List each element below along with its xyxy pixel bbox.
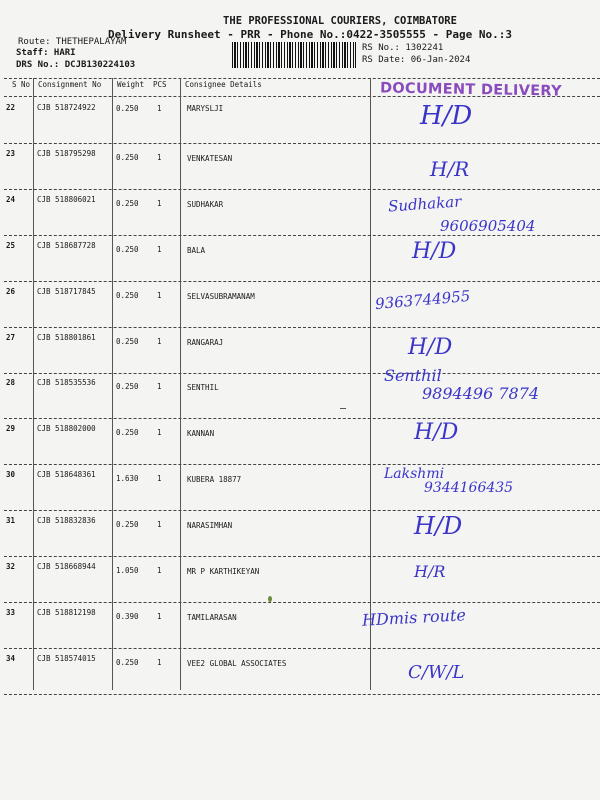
runsheet-subtitle: Delivery Runsheet - PRR - Phone No.:0422-3505555 - Page No.:3	[108, 28, 512, 41]
signature-phone: 9606905404	[440, 216, 536, 235]
consignee-name: NARASIMHAN	[187, 521, 233, 531]
consignment-number: CJB 518801861	[37, 332, 96, 342]
handwritten-signature: 9363744955	[374, 286, 472, 313]
consignment-number: CJB 518717845	[37, 286, 96, 296]
consignment-number: CJB 518812198	[37, 607, 96, 617]
consignment-number: CJB 518535536	[37, 378, 96, 388]
pcs-value: 1	[157, 474, 162, 484]
consignee-name: BALA	[187, 245, 206, 255]
row-divider	[4, 281, 600, 282]
consignment-number: CJB 518724922	[37, 103, 96, 112]
row-divider	[4, 418, 600, 419]
column-divider	[370, 78, 371, 690]
consignee-name: MR P KARTHIKEYAN	[187, 567, 260, 576]
serial-number: 26	[6, 286, 16, 296]
consignment-number: CJB 518687728	[37, 240, 96, 250]
rs-number: RS No.: 1302241	[362, 43, 444, 53]
consignee-name: MARYSLJI	[187, 104, 224, 113]
stray-mark	[340, 408, 346, 409]
handwritten-signature: H/D	[412, 238, 457, 264]
serial-number: 22	[6, 103, 16, 112]
pcs-value: 1	[157, 104, 162, 113]
serial-number: 30	[6, 470, 16, 480]
handwritten-signature: H/D	[408, 334, 453, 360]
pcs-value: 1	[157, 428, 162, 438]
consignee-name: SUDHAKAR	[187, 199, 224, 209]
weight-value: 0.390	[116, 611, 139, 621]
weight-value: 0.250	[116, 104, 139, 113]
consignee-name: KUBERA 18877	[187, 475, 242, 485]
document-delivery-stamp: DOCUMENT DELIVERY	[379, 80, 563, 100]
pcs-value: 1	[157, 290, 162, 300]
row-divider	[4, 327, 600, 328]
pcs-value: 1	[157, 657, 162, 667]
consignment-number: CJB 518806021	[37, 194, 96, 204]
handwritten-signature: H/R	[414, 562, 446, 581]
weight-value: 0.250	[116, 244, 139, 254]
rs-date: RS Date: 06-Jan-2024	[362, 55, 471, 65]
handwritten-signature: C/W/L	[408, 661, 465, 683]
table-top-border	[4, 78, 600, 79]
serial-number: 29	[6, 424, 16, 434]
weight-value: 0.250	[116, 290, 139, 300]
weight-value: 0.250	[116, 657, 139, 667]
col-sno: S No	[12, 80, 31, 89]
signature-name: Lakshmi	[384, 466, 445, 483]
pcs-value: 1	[157, 198, 162, 208]
column-divider	[33, 78, 34, 690]
weight-value: 1.630	[116, 474, 139, 484]
consignment-number: CJB 518648361	[37, 470, 96, 480]
consignee-name: KANNAN	[187, 429, 215, 439]
pcs-value: 1	[157, 244, 162, 254]
consignment-number: CJB 518574015	[37, 653, 96, 663]
pcs-value: 1	[157, 520, 162, 530]
company-title: THE PROFESSIONAL COURIERS, COIMBATORE	[223, 15, 457, 27]
col-pcs: PCS	[153, 80, 167, 89]
pcs-value: 1	[157, 566, 162, 575]
column-divider	[112, 78, 113, 690]
weight-value: 0.250	[116, 520, 139, 530]
col-consignee: Consignee Details	[185, 80, 262, 89]
handwritten-signature: HDmis route	[361, 605, 467, 630]
serial-number: 34	[6, 653, 16, 663]
row-divider	[4, 556, 600, 557]
pcs-value: 1	[157, 611, 162, 621]
barcode-image	[232, 42, 356, 68]
signature-name: Sudhakar	[387, 192, 462, 216]
row-divider	[4, 235, 600, 236]
consignee-name: SELVASUBRAMANAM	[187, 291, 255, 301]
col-weight: Weight	[117, 80, 145, 89]
col-consignment: Consignment No	[38, 80, 102, 89]
serial-number: 23	[6, 148, 16, 158]
signature-phone: 9344166435	[424, 480, 514, 497]
row-divider	[4, 464, 600, 465]
pcs-value: 1	[157, 152, 162, 162]
consignment-number: CJB 518832836	[37, 516, 96, 526]
handwritten-signature: H/D	[414, 512, 463, 541]
consignee-name: RANGARAJ	[187, 337, 224, 347]
weight-value: 0.250	[116, 382, 139, 392]
consignment-number: CJB 518795298	[37, 148, 96, 158]
consignee-name: VENKATESAN	[187, 153, 233, 163]
serial-number: 31	[6, 516, 16, 526]
weight-value: 0.250	[116, 198, 139, 208]
row-divider	[4, 510, 600, 511]
signature-phone: 9894496 7874	[422, 384, 540, 404]
row-divider	[4, 143, 600, 144]
weight-value: 0.250	[116, 336, 139, 346]
serial-number: 27	[6, 332, 16, 342]
handwritten-signature: H/D	[414, 420, 459, 446]
row-divider	[4, 694, 600, 695]
pcs-value: 1	[157, 382, 162, 392]
row-divider	[4, 602, 600, 603]
serial-number: 28	[6, 378, 16, 388]
row-divider	[4, 189, 600, 190]
row-divider	[4, 373, 600, 374]
route-label: Route: THETHEPALAYAM	[18, 37, 127, 47]
consignment-number: CJB 518668944	[37, 562, 96, 571]
header-bottom-border	[4, 96, 600, 97]
weight-value: 0.250	[116, 152, 139, 162]
serial-number: 33	[6, 607, 16, 617]
consignee-name: SENTHIL	[187, 383, 219, 393]
serial-number: 32	[6, 562, 16, 571]
handwritten-signature: H/R	[430, 156, 470, 181]
signature-name: Senthil	[384, 366, 442, 386]
weight-value: 1.050	[116, 566, 139, 575]
consignment-number: CJB 518802000	[37, 424, 96, 434]
handwritten-signature: H/D	[420, 101, 473, 131]
serial-number: 25	[6, 240, 16, 250]
weight-value: 0.250	[116, 428, 139, 438]
drs-number: DRS No.: DCJB130224103	[16, 60, 136, 70]
consignee-name: TAMILARASAN	[187, 612, 237, 622]
column-divider	[180, 78, 181, 690]
pcs-value: 1	[157, 336, 162, 346]
row-divider	[4, 648, 600, 649]
staff-label: Staff: HARI	[16, 48, 76, 58]
stray-mark	[268, 596, 272, 602]
consignee-name: VEE2 GLOBAL ASSOCIATES	[187, 658, 287, 668]
serial-number: 24	[6, 194, 16, 204]
